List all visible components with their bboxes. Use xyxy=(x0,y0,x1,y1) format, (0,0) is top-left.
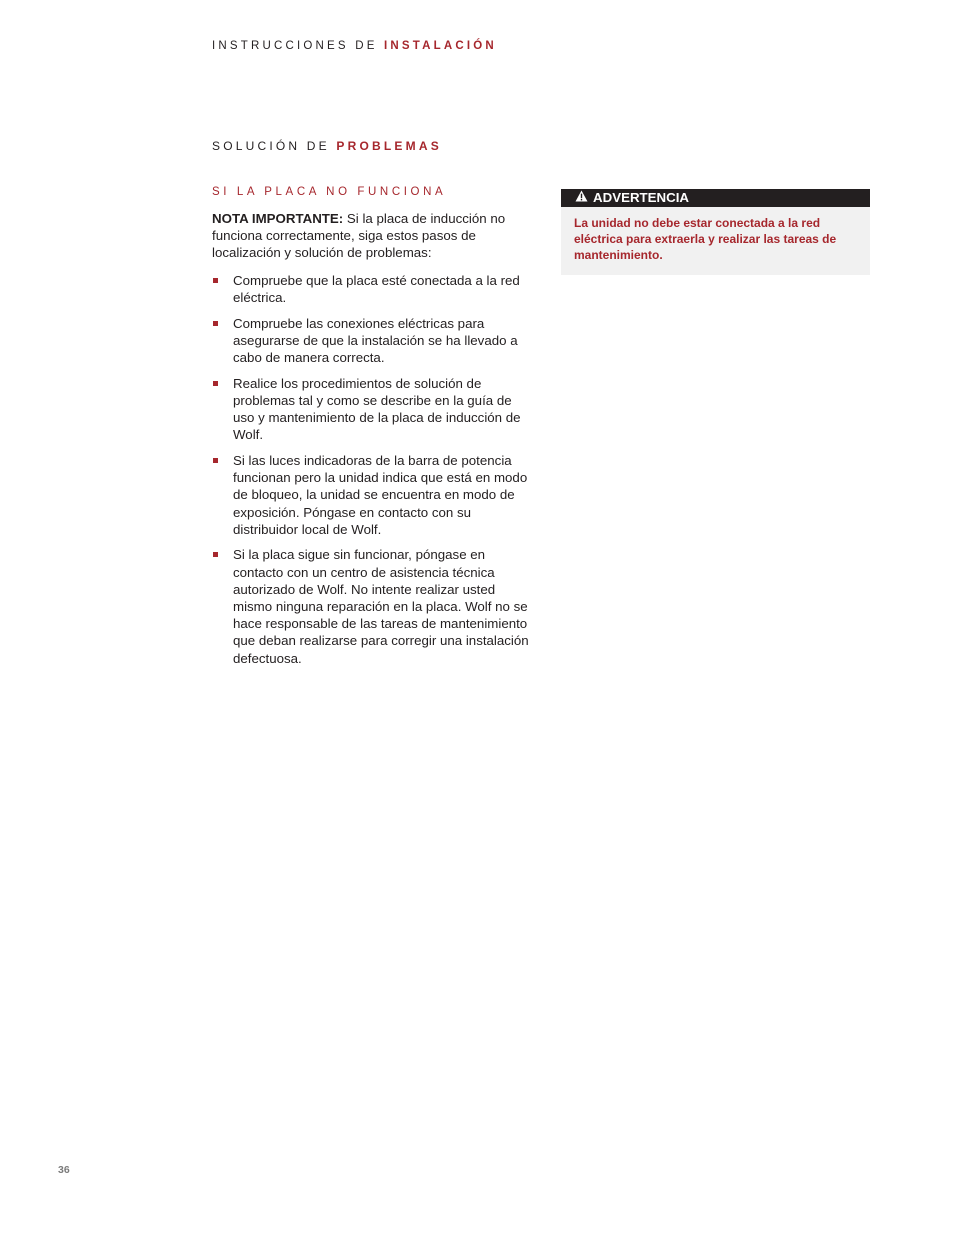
warning-box xyxy=(561,189,870,275)
intro-bold-label: NOTA IMPORTANTE: xyxy=(212,211,344,226)
subheading: SI LA PLACA NO FUNCIONA xyxy=(212,186,447,198)
intro-paragraph xyxy=(212,210,534,262)
intro-text: Si la placa de inducción no funciona correctamente, siga estos pasos de localización y solución de problemas: xyxy=(212,211,506,261)
list-item-text: Realice los procedimientos de solución de problemas tal y como se describe en la guía de uso y mantenimiento de la placa de inducción de Wolf. xyxy=(233,375,521,443)
list-item xyxy=(212,375,534,444)
list-item xyxy=(212,315,534,367)
document-header xyxy=(212,40,497,52)
list-item-text: Compruebe las conexiones eléctricas para asegurarse de que la instalación se ha llevado a cabo de manera correcta. xyxy=(233,315,518,365)
bullet-square-icon xyxy=(213,278,218,283)
troubleshooting-column xyxy=(212,186,534,675)
header-prefix: INSTRUCCIONES DE xyxy=(212,40,384,52)
bullet-square-icon xyxy=(213,552,218,557)
list-item-text: Si la placa sigue sin funcionar, póngase en contacto con un centro de asistencia técnica autorizado de Wolf. No intente realizar usted mismo ninguna reparación en la placa. Wolf no se hace responsable de las tareas de mantenimiento que deban realizarse para corregir una instalación defectuosa. xyxy=(233,547,529,666)
header-accent: INSTALACIÓN xyxy=(383,40,497,52)
steps-list xyxy=(212,272,534,667)
warning-title-bar xyxy=(561,189,870,207)
bullet-square-icon xyxy=(213,458,218,463)
list-item xyxy=(212,546,534,666)
bullet-square-icon xyxy=(213,381,218,386)
section-accent: PROBLEMAS xyxy=(336,139,442,153)
warning-triangle-icon xyxy=(575,189,588,207)
list-item-text: Si las luces indicadoras de la barra de potencia funcionan pero la unidad indica que está en modo de bloqueo, la unidad se encuentra en modo de exposición. Póngase en contacto con su distribuidor local de Wolf. xyxy=(233,452,528,537)
warning-title: ADVERTENCIA xyxy=(593,190,690,205)
list-item xyxy=(212,452,534,538)
bullet-square-icon xyxy=(213,321,218,326)
list-item-text: Compruebe que la placa esté conectada a la red eléctrica. xyxy=(233,272,520,305)
warning-text: La unidad no debe estar conectada a la red eléctrica para extraerla y realizar las tareas de mantenimiento. xyxy=(574,216,837,263)
section-prefix: SOLUCIÓN DE xyxy=(212,139,337,153)
section-title xyxy=(212,139,442,153)
list-item xyxy=(212,272,534,306)
page-number: 36 xyxy=(58,1164,70,1176)
